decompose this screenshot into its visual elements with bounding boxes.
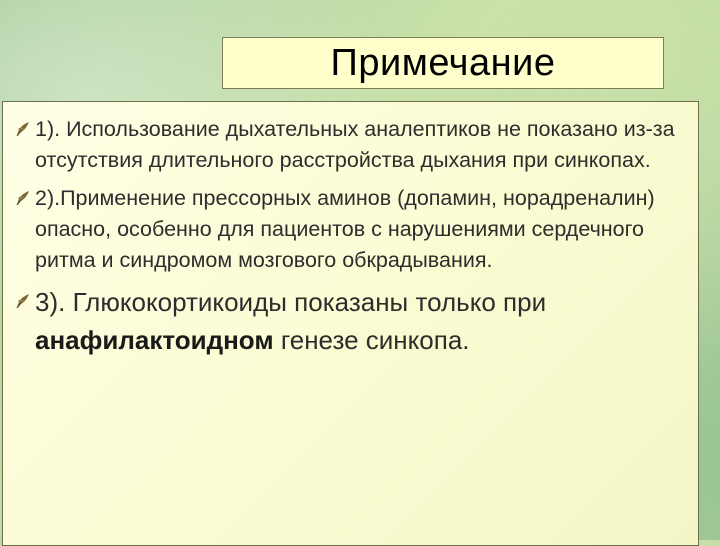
list-item-1 [15, 114, 678, 176]
list-item-text-before: 3). Глюкокортикоиды показаны только при [35, 287, 547, 317]
leaf-bullet-icon [15, 120, 31, 138]
list-item-2 [15, 183, 678, 276]
title-box [222, 37, 664, 89]
leaf-bullet-icon [15, 292, 31, 310]
list-item-text: 1). Использование дыхательных аналептиков не показано из-за отсутствия длительного расстройства дыхания при синкопах. [35, 117, 675, 172]
list-item-text-after: генезе синкопа. [280, 325, 470, 355]
content-panel [2, 101, 699, 546]
list-item-text: 2).Применение прессорных аминов (допамин, норадреналин) опасно, особенно для пациентов с нарушениями сердечного ритма и синдромом мозгового обкрадывания. [35, 186, 655, 272]
slide-title: Примечание [330, 41, 556, 84]
list-item-text-bold: анафилактоидном [35, 325, 274, 355]
leaf-bullet-icon [15, 189, 31, 207]
list-item-3 [15, 283, 678, 359]
